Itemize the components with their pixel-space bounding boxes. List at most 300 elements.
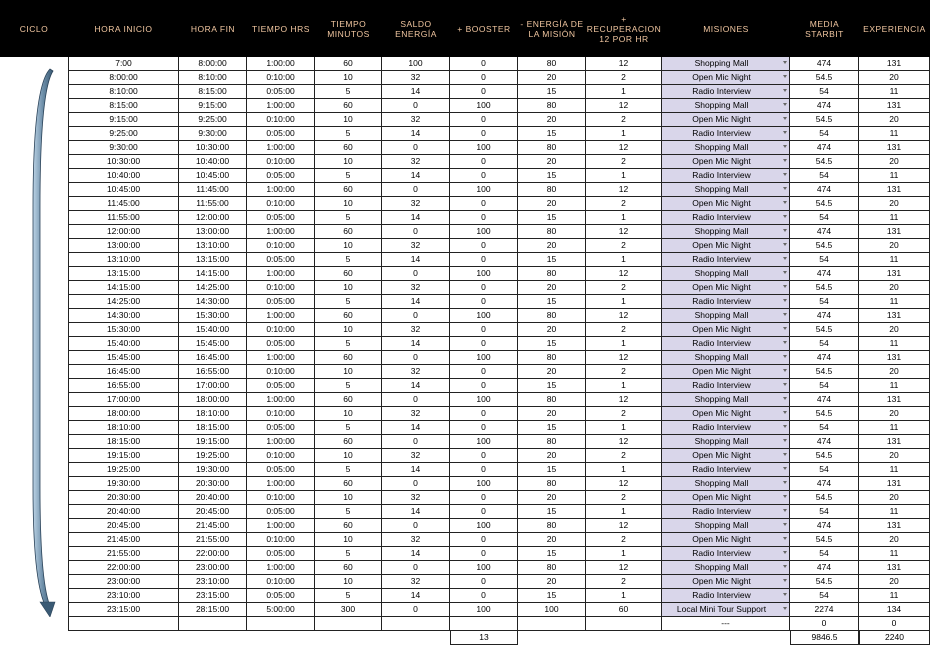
cell-hora-inicio[interactable]: 9:30:00 (68, 141, 179, 155)
cell-tiempo-hrs[interactable]: 1:00:00 (247, 393, 315, 407)
cell-tiempo-minutos[interactable]: 60 (315, 225, 382, 239)
cell-experiencia[interactable]: 11 (859, 379, 930, 393)
cell-mision[interactable]: Radio Interview (662, 547, 790, 561)
cell-tiempo-minutos[interactable]: 5 (315, 295, 382, 309)
cell-booster[interactable]: 100 (450, 435, 518, 449)
cell-booster[interactable]: 0 (450, 575, 518, 589)
cell-hora-fin[interactable]: 18:00:00 (179, 393, 247, 407)
cell-mision[interactable]: Shopping Mall (662, 393, 790, 407)
cell-recuperacion[interactable]: 12 (586, 57, 662, 71)
cell-experiencia[interactable]: 20 (859, 449, 930, 463)
cell-tiempo-hrs[interactable]: 0:05:00 (247, 127, 315, 141)
cell-hora-inicio[interactable]: 20:30:00 (68, 491, 179, 505)
cell-media-starbit[interactable]: 54.5 (790, 239, 859, 253)
cell-tiempo-hrs[interactable]: 1:00:00 (247, 99, 315, 113)
cell-hora-inicio[interactable]: 8:00:00 (68, 71, 179, 85)
cell-hora-fin[interactable]: 15:45:00 (179, 337, 247, 351)
cell-saldo-energia[interactable]: 0 (382, 351, 450, 365)
cell-booster[interactable]: 0 (450, 85, 518, 99)
cell-saldo-energia[interactable]: 32 (382, 71, 450, 85)
cell-mision[interactable]: Open Mic Night (662, 365, 790, 379)
cell-tiempo-hrs[interactable]: 0:05:00 (247, 463, 315, 477)
cell-hora-fin[interactable]: 11:45:00 (179, 183, 247, 197)
cell-saldo-energia[interactable]: 14 (382, 337, 450, 351)
cell-tiempo-minutos[interactable]: 60 (315, 99, 382, 113)
cell-energia-mision[interactable]: 15 (518, 337, 586, 351)
cell-media-starbit[interactable]: 54.5 (790, 491, 859, 505)
cell-energia-mision[interactable]: 80 (518, 519, 586, 533)
cell-hora-inicio[interactable]: 20:45:00 (68, 519, 179, 533)
cell-energia-mision[interactable]: 20 (518, 323, 586, 337)
cell-saldo-energia[interactable]: 100 (382, 57, 450, 71)
cell-tiempo-minutos[interactable]: 5 (315, 547, 382, 561)
cell-booster[interactable]: 100 (450, 225, 518, 239)
dropdown-arrow-icon[interactable] (783, 369, 787, 372)
cell-recuperacion[interactable]: 2 (586, 491, 662, 505)
cell-tiempo-minutos[interactable]: 60 (315, 351, 382, 365)
cell-booster[interactable]: 100 (450, 309, 518, 323)
cell-recuperacion[interactable]: 12 (586, 225, 662, 239)
cell-saldo-energia[interactable]: 14 (382, 505, 450, 519)
cell-tiempo-hrs[interactable]: 0:10:00 (247, 281, 315, 295)
cell-recuperacion[interactable]: 1 (586, 463, 662, 477)
cell-tiempo-hrs[interactable]: 0:10:00 (247, 365, 315, 379)
cell-mision[interactable]: Shopping Mall (662, 57, 790, 71)
cell-saldo-energia[interactable]: 14 (382, 379, 450, 393)
summary-experiencia[interactable]: 0 (859, 617, 930, 631)
header-hora-inicio[interactable]: HORA INICIO (94, 23, 153, 34)
cell-tiempo-hrs[interactable]: 0:05:00 (247, 295, 315, 309)
cell-booster[interactable]: 100 (450, 141, 518, 155)
cell-booster[interactable]: 0 (450, 155, 518, 169)
dropdown-arrow-icon[interactable] (783, 327, 787, 330)
cell-mision[interactable]: Radio Interview (662, 421, 790, 435)
dropdown-arrow-icon[interactable] (783, 453, 787, 456)
cell-booster[interactable]: 100 (450, 603, 518, 617)
cell-media-starbit[interactable]: 54 (790, 337, 859, 351)
cell-tiempo-hrs[interactable]: 0:05:00 (247, 589, 315, 603)
cell-mision[interactable]: Radio Interview (662, 295, 790, 309)
cell-mision[interactable]: Radio Interview (662, 379, 790, 393)
cell-energia-mision[interactable]: 80 (518, 393, 586, 407)
cell-mision[interactable]: Local Mini Tour Support (662, 603, 790, 617)
cell-mision[interactable]: Radio Interview (662, 589, 790, 603)
cell-media-starbit[interactable]: 54.5 (790, 155, 859, 169)
cell-experiencia[interactable]: 11 (859, 253, 930, 267)
cell-energia-mision[interactable]: 20 (518, 491, 586, 505)
cell-recuperacion[interactable]: 12 (586, 99, 662, 113)
cell-tiempo-hrs[interactable]: 0:10:00 (247, 407, 315, 421)
cell-tiempo-minutos[interactable]: 5 (315, 463, 382, 477)
cell-hora-inicio[interactable]: 8:10:00 (68, 85, 179, 99)
cell-tiempo-minutos[interactable]: 60 (315, 183, 382, 197)
cell-experiencia[interactable]: 11 (859, 505, 930, 519)
cell-hora-inicio[interactable]: 16:55:00 (68, 379, 179, 393)
cell-hora-fin[interactable]: 23:00:00 (179, 561, 247, 575)
cell-media-starbit[interactable]: 54 (790, 379, 859, 393)
cell-hora-inicio[interactable]: 15:40:00 (68, 337, 179, 351)
cell-hora-fin[interactable]: 14:15:00 (179, 267, 247, 281)
cell-hora-inicio[interactable]: 14:25:00 (68, 295, 179, 309)
cell-energia-mision[interactable]: 80 (518, 141, 586, 155)
dropdown-arrow-icon[interactable] (783, 439, 787, 442)
cell-hora-fin[interactable]: 18:15:00 (179, 421, 247, 435)
cell-recuperacion[interactable]: 2 (586, 575, 662, 589)
cell-hora-fin[interactable]: 19:15:00 (179, 435, 247, 449)
cell-booster[interactable]: 0 (450, 407, 518, 421)
cell-booster[interactable]: 0 (450, 379, 518, 393)
cell-hora-fin[interactable]: 21:55:00 (179, 533, 247, 547)
cell-tiempo-hrs[interactable]: 0:05:00 (247, 211, 315, 225)
cell-tiempo-minutos[interactable]: 5 (315, 253, 382, 267)
cell-media-starbit[interactable]: 474 (790, 183, 859, 197)
cell-energia-mision[interactable]: 80 (518, 183, 586, 197)
dropdown-arrow-icon[interactable] (783, 551, 787, 554)
cell-hora-inicio[interactable]: 21:45:00 (68, 533, 179, 547)
cell-hora-fin[interactable]: 15:40:00 (179, 323, 247, 337)
cell-saldo-energia[interactable]: 0 (382, 309, 450, 323)
cell-energia-mision[interactable]: 20 (518, 449, 586, 463)
cell-recuperacion[interactable]: 12 (586, 141, 662, 155)
cell-booster[interactable]: 100 (450, 351, 518, 365)
dropdown-arrow-icon[interactable] (783, 201, 787, 204)
dropdown-arrow-icon[interactable] (783, 425, 787, 428)
cell-tiempo-hrs[interactable]: 0:10:00 (247, 533, 315, 547)
dropdown-arrow-icon[interactable] (783, 117, 787, 120)
cell-recuperacion[interactable]: 2 (586, 239, 662, 253)
cell-saldo-energia[interactable]: 0 (382, 603, 450, 617)
cell-saldo-energia[interactable]: 0 (382, 267, 450, 281)
cell-experiencia[interactable]: 131 (859, 435, 930, 449)
cell-hora-fin[interactable]: 20:45:00 (179, 505, 247, 519)
cell-tiempo-minutos[interactable]: 10 (315, 323, 382, 337)
cell-mision[interactable]: Shopping Mall (662, 141, 790, 155)
cell-recuperacion[interactable]: 2 (586, 71, 662, 85)
cell-mision[interactable]: Radio Interview (662, 253, 790, 267)
cell-energia-mision[interactable]: 80 (518, 351, 586, 365)
cell-saldo-energia[interactable]: 0 (382, 225, 450, 239)
cell-experiencia[interactable]: 131 (859, 99, 930, 113)
cell-booster[interactable]: 0 (450, 337, 518, 351)
cell-saldo-energia[interactable]: 0 (382, 477, 450, 491)
cell-mision[interactable]: Open Mic Night (662, 197, 790, 211)
cell-tiempo-minutos[interactable]: 10 (315, 449, 382, 463)
cell-tiempo-hrs[interactable]: 0:05:00 (247, 253, 315, 267)
cell-mision[interactable]: Radio Interview (662, 505, 790, 519)
cell-booster[interactable]: 0 (450, 505, 518, 519)
cell-hora-inicio[interactable]: 22:00:00 (68, 561, 179, 575)
cell-energia-mision[interactable]: 15 (518, 463, 586, 477)
cell-energia-mision[interactable]: 20 (518, 155, 586, 169)
cell-mision[interactable]: Open Mic Night (662, 323, 790, 337)
cell-hora-fin[interactable]: 9:30:00 (179, 127, 247, 141)
cell-hora-inicio[interactable]: 13:10:00 (68, 253, 179, 267)
cell-energia-mision[interactable]: 80 (518, 57, 586, 71)
cell-hora-fin[interactable]: 8:00:00 (179, 57, 247, 71)
cell-media-starbit[interactable]: 54 (790, 169, 859, 183)
dropdown-arrow-icon[interactable] (783, 495, 787, 498)
cell-hora-inicio[interactable]: 19:25:00 (68, 463, 179, 477)
header-saldo-energia[interactable]: SALDO ENERGÍA (395, 18, 437, 39)
cell-hora-inicio[interactable]: 19:30:00 (68, 477, 179, 491)
cell-hora-inicio[interactable]: 14:30:00 (68, 309, 179, 323)
cell-recuperacion[interactable]: 1 (586, 337, 662, 351)
cell-saldo-energia[interactable]: 14 (382, 85, 450, 99)
cell-experiencia[interactable]: 20 (859, 365, 930, 379)
cell-tiempo-minutos[interactable]: 60 (315, 561, 382, 575)
dropdown-arrow-icon[interactable] (783, 271, 787, 274)
cell-tiempo-hrs[interactable]: 0:05:00 (247, 547, 315, 561)
cell-energia-mision[interactable]: 15 (518, 127, 586, 141)
cell-booster[interactable]: 0 (450, 547, 518, 561)
cell-experiencia[interactable]: 131 (859, 225, 930, 239)
cell-booster[interactable]: 0 (450, 113, 518, 127)
cell-tiempo-hrs[interactable]: 0:05:00 (247, 379, 315, 393)
cell-energia-mision[interactable]: 20 (518, 197, 586, 211)
cell-media-starbit[interactable]: 474 (790, 477, 859, 491)
cell-energia-mision[interactable]: 80 (518, 267, 586, 281)
cell-media-starbit[interactable]: 474 (790, 435, 859, 449)
empty-cell[interactable] (247, 617, 315, 631)
cell-booster[interactable]: 100 (450, 99, 518, 113)
cell-recuperacion[interactable]: 12 (586, 561, 662, 575)
cell-mision[interactable]: Radio Interview (662, 127, 790, 141)
cell-energia-mision[interactable]: 15 (518, 379, 586, 393)
cell-recuperacion[interactable]: 2 (586, 281, 662, 295)
cell-media-starbit[interactable]: 474 (790, 57, 859, 71)
cell-mision[interactable]: Open Mic Night (662, 533, 790, 547)
cell-media-starbit[interactable]: 54.5 (790, 407, 859, 421)
dropdown-arrow-icon[interactable] (783, 341, 787, 344)
cell-energia-mision[interactable]: 15 (518, 211, 586, 225)
cell-experiencia[interactable]: 20 (859, 407, 930, 421)
cell-media-starbit[interactable]: 54.5 (790, 281, 859, 295)
cell-media-starbit[interactable]: 54.5 (790, 323, 859, 337)
cell-tiempo-hrs[interactable]: 0:10:00 (247, 197, 315, 211)
cell-saldo-energia[interactable]: 32 (382, 155, 450, 169)
empty-cell[interactable] (518, 617, 586, 631)
cell-energia-mision[interactable]: 20 (518, 281, 586, 295)
cell-hora-fin[interactable]: 10:30:00 (179, 141, 247, 155)
dropdown-arrow-icon[interactable] (783, 537, 787, 540)
cell-tiempo-minutos[interactable]: 60 (315, 309, 382, 323)
cell-tiempo-minutos[interactable]: 10 (315, 71, 382, 85)
dropdown-arrow-icon[interactable] (783, 285, 787, 288)
cell-experiencia[interactable]: 11 (859, 463, 930, 477)
header-media-starbit[interactable]: MEDIA STARBIT (805, 18, 844, 39)
dropdown-arrow-icon[interactable] (783, 523, 787, 526)
cell-media-starbit[interactable]: 54.5 (790, 113, 859, 127)
total-booster[interactable]: 13 (450, 631, 518, 645)
cell-saldo-energia[interactable]: 32 (382, 407, 450, 421)
cell-tiempo-hrs[interactable]: 0:10:00 (247, 239, 315, 253)
cell-tiempo-hrs[interactable]: 1:00:00 (247, 519, 315, 533)
cell-tiempo-hrs[interactable]: 1:00:00 (247, 225, 315, 239)
cell-recuperacion[interactable]: 2 (586, 365, 662, 379)
cell-hora-inicio[interactable]: 18:15:00 (68, 435, 179, 449)
cell-energia-mision[interactable]: 100 (518, 603, 586, 617)
cell-tiempo-minutos[interactable]: 60 (315, 267, 382, 281)
cell-booster[interactable]: 0 (450, 449, 518, 463)
cell-hora-inicio[interactable]: 14:15:00 (68, 281, 179, 295)
cell-hora-fin[interactable]: 13:10:00 (179, 239, 247, 253)
cell-tiempo-hrs[interactable]: 1:00:00 (247, 309, 315, 323)
cell-recuperacion[interactable]: 12 (586, 477, 662, 491)
dropdown-arrow-icon[interactable] (783, 355, 787, 358)
cell-hora-inicio[interactable]: 16:45:00 (68, 365, 179, 379)
cell-hora-fin[interactable]: 9:15:00 (179, 99, 247, 113)
cell-energia-mision[interactable]: 20 (518, 533, 586, 547)
cell-experiencia[interactable]: 131 (859, 141, 930, 155)
cell-energia-mision[interactable]: 15 (518, 547, 586, 561)
cell-media-starbit[interactable]: 54 (790, 421, 859, 435)
cell-booster[interactable]: 0 (450, 533, 518, 547)
cell-energia-mision[interactable]: 15 (518, 253, 586, 267)
cell-media-starbit[interactable]: 474 (790, 519, 859, 533)
cell-media-starbit[interactable]: 54.5 (790, 575, 859, 589)
dropdown-arrow-icon[interactable] (783, 103, 787, 106)
cell-recuperacion[interactable]: 12 (586, 435, 662, 449)
cell-experiencia[interactable]: 134 (859, 603, 930, 617)
dropdown-arrow-icon[interactable] (783, 383, 787, 386)
cell-recuperacion[interactable]: 12 (586, 393, 662, 407)
cell-mision[interactable]: Open Mic Night (662, 491, 790, 505)
cell-hora-fin[interactable]: 13:00:00 (179, 225, 247, 239)
cell-media-starbit[interactable]: 54 (790, 85, 859, 99)
cell-media-starbit[interactable]: 54 (790, 127, 859, 141)
cell-mision[interactable]: Shopping Mall (662, 561, 790, 575)
empty-cell[interactable] (179, 617, 247, 631)
cell-saldo-energia[interactable]: 32 (382, 239, 450, 253)
cell-booster[interactable]: 0 (450, 365, 518, 379)
cell-hora-fin[interactable]: 19:25:00 (179, 449, 247, 463)
cell-experiencia[interactable]: 11 (859, 589, 930, 603)
cell-experiencia[interactable]: 131 (859, 561, 930, 575)
cell-hora-inicio[interactable]: 13:00:00 (68, 239, 179, 253)
header-energia-mision[interactable]: - ENERGÍA DE LA MISIÓN (520, 18, 584, 39)
cell-recuperacion[interactable]: 1 (586, 295, 662, 309)
cell-recuperacion[interactable]: 1 (586, 505, 662, 519)
cell-media-starbit[interactable]: 474 (790, 99, 859, 113)
cell-tiempo-minutos[interactable]: 60 (315, 435, 382, 449)
header-hora-fin[interactable]: HORA FIN (190, 23, 236, 34)
cell-media-starbit[interactable]: 474 (790, 267, 859, 281)
cell-booster[interactable]: 0 (450, 71, 518, 85)
cell-hora-inicio[interactable]: 18:10:00 (68, 421, 179, 435)
dropdown-arrow-icon[interactable] (783, 89, 787, 92)
cell-experiencia[interactable]: 131 (859, 267, 930, 281)
cell-energia-mision[interactable]: 15 (518, 505, 586, 519)
cell-recuperacion[interactable]: 1 (586, 85, 662, 99)
cell-hora-inicio[interactable]: 15:30:00 (68, 323, 179, 337)
empty-cell[interactable] (586, 617, 662, 631)
cell-tiempo-minutos[interactable]: 60 (315, 393, 382, 407)
cell-mision[interactable]: Open Mic Night (662, 575, 790, 589)
cell-energia-mision[interactable]: 80 (518, 309, 586, 323)
cell-media-starbit[interactable]: 2274 (790, 603, 859, 617)
cell-booster[interactable]: 0 (450, 421, 518, 435)
cell-tiempo-hrs[interactable]: 0:10:00 (247, 71, 315, 85)
cell-energia-mision[interactable]: 80 (518, 561, 586, 575)
cell-experiencia[interactable]: 11 (859, 337, 930, 351)
cell-experiencia[interactable]: 131 (859, 57, 930, 71)
cell-mision[interactable]: Shopping Mall (662, 309, 790, 323)
cell-booster[interactable]: 0 (450, 281, 518, 295)
cell-hora-fin[interactable]: 14:25:00 (179, 281, 247, 295)
cell-saldo-energia[interactable]: 32 (382, 113, 450, 127)
cell-hora-fin[interactable]: 8:15:00 (179, 85, 247, 99)
cell-hora-fin[interactable]: 22:00:00 (179, 547, 247, 561)
cell-hora-inicio[interactable]: 10:45:00 (68, 183, 179, 197)
cell-tiempo-hrs[interactable]: 1:00:00 (247, 477, 315, 491)
cell-experiencia[interactable]: 131 (859, 183, 930, 197)
cell-tiempo-hrs[interactable]: 0:05:00 (247, 505, 315, 519)
cell-hora-inicio[interactable]: 18:00:00 (68, 407, 179, 421)
cell-mision[interactable]: Shopping Mall (662, 351, 790, 365)
cell-hora-inicio[interactable]: 9:25:00 (68, 127, 179, 141)
dropdown-arrow-icon[interactable] (783, 411, 787, 414)
cell-hora-fin[interactable]: 21:45:00 (179, 519, 247, 533)
cell-tiempo-minutos[interactable]: 10 (315, 281, 382, 295)
cell-saldo-energia[interactable]: 14 (382, 253, 450, 267)
cell-hora-inicio[interactable]: 11:55:00 (68, 211, 179, 225)
dropdown-arrow-icon[interactable] (783, 215, 787, 218)
cell-tiempo-minutos[interactable]: 10 (315, 239, 382, 253)
cell-booster[interactable]: 0 (450, 295, 518, 309)
cell-saldo-energia[interactable]: 0 (382, 183, 450, 197)
dropdown-arrow-icon[interactable] (783, 313, 787, 316)
cell-booster[interactable]: 0 (450, 589, 518, 603)
dropdown-arrow-icon[interactable] (783, 397, 787, 400)
cell-hora-fin[interactable]: 11:55:00 (179, 197, 247, 211)
empty-cell[interactable] (68, 617, 179, 631)
cell-experiencia[interactable]: 20 (859, 113, 930, 127)
cell-media-starbit[interactable]: 474 (790, 561, 859, 575)
cell-mision[interactable]: Radio Interview (662, 463, 790, 477)
cell-tiempo-minutos[interactable]: 10 (315, 491, 382, 505)
cell-hora-fin[interactable]: 14:30:00 (179, 295, 247, 309)
dropdown-arrow-icon[interactable] (783, 173, 787, 176)
dropdown-arrow-icon[interactable] (783, 187, 787, 190)
cell-tiempo-hrs[interactable]: 1:00:00 (247, 183, 315, 197)
cell-recuperacion[interactable]: 2 (586, 533, 662, 547)
cell-mision[interactable]: Open Mic Night (662, 155, 790, 169)
cell-booster[interactable]: 100 (450, 477, 518, 491)
cell-saldo-energia[interactable]: 14 (382, 589, 450, 603)
cell-media-starbit[interactable]: 54.5 (790, 533, 859, 547)
dropdown-arrow-icon[interactable] (783, 593, 787, 596)
cell-tiempo-hrs[interactable]: 0:10:00 (247, 323, 315, 337)
cell-energia-mision[interactable]: 20 (518, 365, 586, 379)
cell-hora-inicio[interactable]: 8:15:00 (68, 99, 179, 113)
cell-tiempo-minutos[interactable]: 5 (315, 211, 382, 225)
cell-saldo-energia[interactable]: 0 (382, 393, 450, 407)
cell-booster[interactable]: 0 (450, 323, 518, 337)
cell-energia-mision[interactable]: 15 (518, 85, 586, 99)
cell-experiencia[interactable]: 20 (859, 281, 930, 295)
cell-energia-mision[interactable]: 80 (518, 99, 586, 113)
cell-saldo-energia[interactable]: 32 (382, 491, 450, 505)
cell-saldo-energia[interactable]: 32 (382, 197, 450, 211)
cell-media-starbit[interactable]: 474 (790, 141, 859, 155)
cell-hora-inicio[interactable]: 23:10:00 (68, 589, 179, 603)
cell-hora-fin[interactable]: 16:55:00 (179, 365, 247, 379)
cell-energia-mision[interactable]: 15 (518, 421, 586, 435)
dropdown-arrow-icon[interactable] (783, 159, 787, 162)
cell-recuperacion[interactable]: 12 (586, 351, 662, 365)
cell-recuperacion[interactable]: 2 (586, 155, 662, 169)
cell-saldo-energia[interactable]: 0 (382, 99, 450, 113)
